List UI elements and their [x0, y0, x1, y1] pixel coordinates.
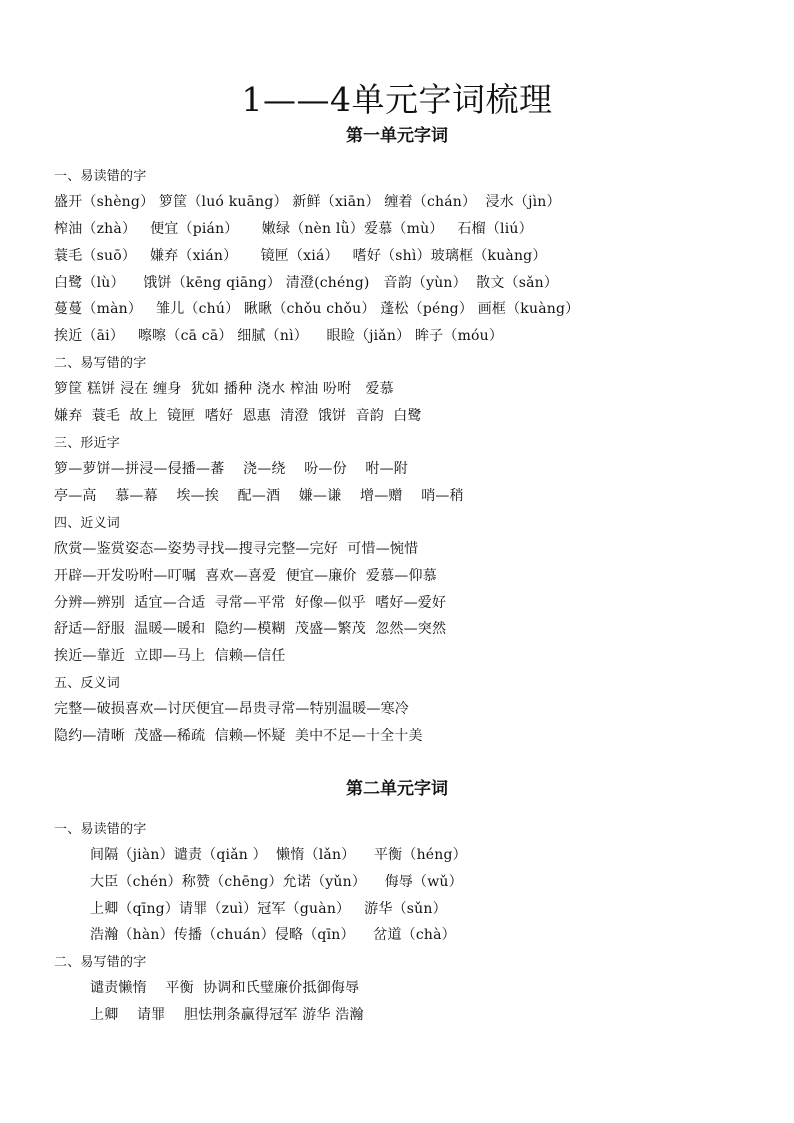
unit2-s2-line: 谴责懒惰 平衡 协调和氏璧廉价抵御侮辱	[90, 980, 360, 996]
unit1-section4-title: 四、近义词	[54, 516, 121, 531]
unit2-section2-title: 二、易写错的字	[54, 955, 147, 970]
unit1-s1-line: 蔓蔓（màn） 雏儿（chú） 瞅瞅（chǒu chǒu） 蓬松（péng） 画框（kuàng）	[54, 301, 580, 317]
unit1-s1-line: 蓑毛（suō） 嫌弃（xián） 镜匣（xiá） 嗜好（shì）玻璃框（kuàng）	[54, 248, 547, 264]
unit1-s1-line: 盛开（shèng） 箩筐（luó kuāng） 新鲜（xiān） 缠着（chán） 浸水（jìn）	[54, 194, 561, 210]
unit2-s1-line: 间隔（jiàn）谴责（qiǎn ） 懒惰（lǎn） 平衡（héng）	[90, 847, 467, 863]
unit1-section1-title: 一、易读错的字	[54, 169, 147, 184]
unit1-s2-line: 箩筐 糕饼 浸在 缠身 犹如 播种 浇水 榨油 吩咐 爱慕	[54, 381, 394, 397]
unit1-s4-line: 挨近—靠近 立即—马上 信赖—信任	[54, 648, 286, 664]
unit2-s1-line: 大臣（chén）称赞（chēng）允诺（yǔn） 侮辱（wǔ）	[90, 874, 463, 890]
unit1-s4-line: 开辟—开发吩咐—叮嘱 喜欢—喜爱 便宜—廉价 爱慕—仰慕	[54, 568, 437, 584]
unit1-s1-line: 白鹭（lù） 饿饼（kēng qiāng） 清澄(chéng) 音韵（yùn） 散文（sǎn）	[54, 275, 559, 291]
unit2-s2-line: 上卿 请罪 胆怯荆条赢得冠军 游华 浩瀚	[90, 1007, 364, 1023]
unit1-section3-title: 三、形近字	[54, 436, 121, 451]
unit1-s5-line: 完整—破损喜欢—讨厌便宜—昂贵寻常—特别温暖—寒冷	[54, 701, 409, 717]
unit1-s3-line: 箩—萝饼—拼浸—侵播—蕃 浇—绕 吩—份 咐—附	[54, 461, 409, 477]
unit1-section2-title: 二、易写错的字	[54, 356, 147, 371]
unit1-s1-line: 挨近（āi） 嚓嚓（cā cā） 细腻（nì） 眼睑（jiǎn） 眸子（móu）	[54, 328, 504, 344]
unit2-heading: 第二单元字词	[346, 779, 448, 799]
unit1-s4-line: 分辨—辨别 适宜—合适 寻常—平常 好像—似乎 嗜好—爱好	[54, 595, 447, 611]
unit1-s4-line: 舒适—舒服 温暖—暖和 隐约—模糊 茂盛—繁茂 忽然—突然	[54, 621, 447, 637]
unit2-s1-line: 浩瀚（hàn）传播（chuán）侵略（qīn） 岔道（chà）	[90, 927, 456, 943]
unit1-s1-line: 榨油（zhà） 便宜（pián） 嫩绿（nèn lǜ）爱慕（mù） 石榴（liú）	[54, 221, 533, 237]
unit1-s5-line: 隐约—清晰 茂盛—稀疏 信赖—怀疑 美中不足—十全十美	[54, 728, 423, 744]
unit1-section5-title: 五、反义词	[54, 676, 121, 691]
page-title: 1——4单元字词梳理	[241, 80, 553, 119]
unit2-s1-line: 上卿（qīng）请罪（zuì）冠军（guàn） 游华（sǔn）	[90, 901, 447, 917]
unit1-s3-line: 亭—高 慕—幕 埃—挨 配—酒 嫌—谦 增—赠 哨—稍	[54, 488, 464, 504]
unit1-s4-line: 欣赏—鉴赏姿态—姿势寻找—搜寻完整—完好 可惜—惋惜	[54, 541, 419, 557]
unit1-heading: 第一单元字词	[346, 126, 448, 146]
unit1-s2-line: 嫌弃 蓑毛 故上 镜匣 嗜好 恩惠 清澄 饿饼 音韵 白鹭	[54, 408, 422, 424]
unit2-section1-title: 一、易读错的字	[54, 822, 147, 837]
